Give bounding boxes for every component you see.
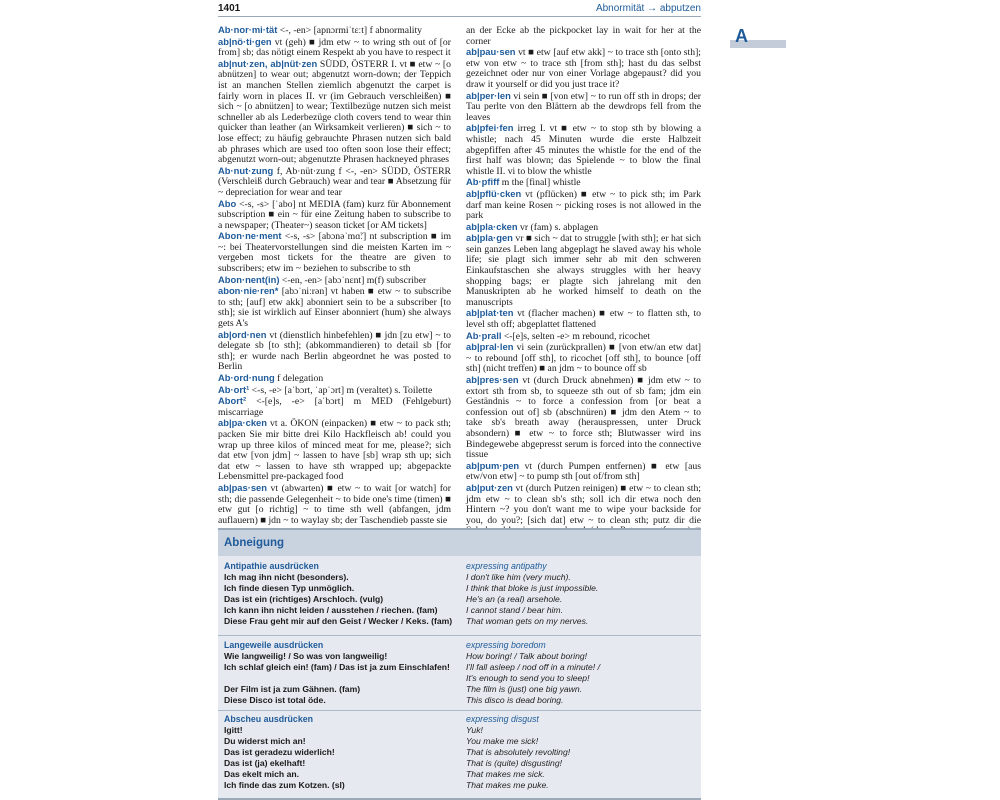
phrase-de: Ich schlaf gleich ein! (fam) / Das ist ja zum Einschlafen! bbox=[224, 662, 450, 672]
entry-text: vt (flacher machen) ■ etw ~ to flatten sth, to level sth off; abgeplattet flattened bbox=[466, 308, 701, 331]
entry-text: vt (durch Putzen reinigen) ■ etw ~ to clean sth; jdm etw ~ to clean sb's sth; soll ich dir etwa noch den Hintern ~? you don't want me to wipe your backside for you, do you?; [sich dat] etw ~ to clean sth; putz dir die bbox=[466, 482, 701, 526]
phrase-de: Das ist (ja) ekelhaft! bbox=[224, 758, 306, 768]
entry-text: vt (dienstlich hinbefehlen) ■ jdn [zu etw] ~ to delegate sb [to sth]; (abkommandieren) to detail sb [for sth]; er wurde nach Berlin abgeordnet he was posted to Berlin bbox=[218, 329, 451, 373]
headword: ab|pa·cken bbox=[218, 417, 267, 429]
entry-text: vt a. ÖKON (einpacken) ■ etw ~ to pack sth; packen Sie mir bitte drei Kilo Hackfleisch ab! could you wrap up three kilos of minced meat for me, please?; sich dat etw [von jdm] ~ lassen to have [sb] wrap sth up; sich dat etw ~ lassen to have sth wrapped up; abgepackte Lebensmittel pre-packaged food bbox=[218, 418, 451, 483]
phrase-en: He's an (a real) arsehole. bbox=[466, 594, 563, 604]
entry-text: <-, -en> [apnɔrmiˈtɛːt] f abnormality bbox=[277, 25, 423, 36]
headword: ab|plat·ten bbox=[466, 307, 514, 319]
running-head: Abnormität → abputzen bbox=[595, 3, 701, 14]
dict-entry bbox=[466, 25, 701, 47]
headword: Ab·pfiff bbox=[466, 176, 500, 188]
headword: ab|pas·sen bbox=[218, 481, 267, 493]
entry-text: vi sein ■ [von etw] ~ to run off sth in drops; der Tau perlte von den Blättern ab the dewdrops fell from the leaves bbox=[466, 90, 701, 123]
dict-entry bbox=[218, 37, 451, 59]
entry-text: m the [final] whistle bbox=[499, 177, 581, 189]
entry-text: vr (fam) s. abplagen bbox=[517, 221, 599, 233]
headword: Ab·ord·nung bbox=[218, 372, 275, 383]
entry-text: f delegation bbox=[274, 373, 324, 384]
headword: ab|pum·pen bbox=[466, 459, 520, 471]
entry-text: vt (durch Druck abnehmen) ■ jdm etw ~ to extort sth from sb, to squeeze sth out of sb fam; jdm ein Geständnis ~ to force a confession from [or beat a confession out of] sb (abschnüren) ■ jdm den Atem ~ to take sb's breath away (herauspressen, unter Druck absondern) ■ etw ~ to force sth; Blutwasser wird ins Bindegewebe abgepresst serum is forced into the connective tissue bbox=[466, 375, 701, 461]
phrase-en: That is absolutely revolting! bbox=[466, 747, 571, 757]
dict-entry bbox=[218, 286, 451, 329]
entry-text: vt (durch Pumpen entfernen) ■ etw [aus etw/von etw] ~ to pump sth [out of/from sth] bbox=[466, 460, 701, 483]
phrase-de: Der Film ist ja zum Gähnen. (fam) bbox=[224, 684, 361, 694]
section-heading-en: expressing boredom bbox=[466, 640, 546, 650]
headword: ab|put·zen bbox=[466, 481, 513, 493]
dict-entry bbox=[466, 91, 701, 124]
phrase-en: That woman gets on my nerves. bbox=[466, 616, 589, 626]
phrase-section bbox=[218, 561, 701, 629]
section-heading-de: Antipathie ausdrücken bbox=[224, 561, 319, 571]
dict-entry bbox=[466, 189, 701, 222]
phrase-en: This disco is dead boring. bbox=[466, 695, 564, 705]
dict-entry bbox=[466, 375, 701, 461]
phrase-en: I cannot stand / bear him. bbox=[466, 605, 563, 615]
dict-entry bbox=[218, 396, 451, 418]
phrase-de: Das ist geradezu widerlich! bbox=[224, 747, 335, 757]
headword: Abon·nent(in) bbox=[218, 273, 280, 285]
dict-entry bbox=[466, 123, 701, 177]
headword: ab|pral·len bbox=[466, 341, 514, 353]
entry-text: vr ■ sich ~ dat to struggle [with sth]; er hat sich sein ganzes Leben lang abgeplagt he slaved away his whole life; sie plagt sich immer sehr ab mit den schweren Einkaufstaschen she always struggles with her heavy shopping bags; er plagte sich jahrelang mit den Manuskripten ab he worked himself to death on the manuscripts bbox=[466, 233, 701, 308]
dict-entry bbox=[466, 342, 701, 375]
headword: ab|pfei·fen bbox=[466, 122, 514, 134]
entry-text: irreg I. vt ■ etw ~ to stop sth by blowing a whistle; nach 45 Minuten wurde die erste Halbzeit abgepfiffen after 45 minutes the whistle for the end of the first half was blown; das Spielende ~ to blow the final whistle II. vi to blow the whistle bbox=[466, 123, 701, 177]
dict-entry bbox=[218, 59, 451, 166]
dict-entry bbox=[218, 483, 451, 526]
entry-text: <-s, -e> [aˈbɔrt, ˈapˈɔrt] m (veraltet) s. Toilette bbox=[249, 384, 433, 396]
phrase-de: Diese Frau geht mir auf den Geist / Wecker / Keks. (fam) bbox=[224, 616, 453, 626]
entry-text: [abɔˈniːrən] vt haben ■ etw ~ to subscribe to sth; [auf] etw akk] abonniert sein to be a subscriber [to sth]; sie ist wirklich auf Einser abonniert (hum) she always gets A's bbox=[218, 286, 451, 330]
page-number: 1401 bbox=[218, 3, 241, 14]
left-column bbox=[218, 25, 451, 526]
phrase-section bbox=[218, 635, 701, 708]
section-heading-de: Abscheu ausdrücken bbox=[224, 714, 313, 724]
phrase-en: I think that bloke is just impossible. bbox=[466, 583, 599, 593]
phrase-de: Das ekelt mich an. bbox=[224, 769, 299, 779]
headword: ab|pla·cken bbox=[466, 220, 518, 232]
entry-text: vi sein (zurückprallen) ■ [von etw/an etw dat] ~ to rebound [off sth], to ricochet [off sth], to bounce [off sth] (nicht treffen) ■ an jdm ~ to bounce off sb bbox=[466, 342, 701, 375]
right-column bbox=[466, 25, 701, 548]
phrase-section bbox=[218, 710, 701, 797]
headword: Abon·ne·ment bbox=[218, 230, 282, 242]
entry-text: vt (abwarten) ■ etw ~ to wait [or watch] for sth; die passende Gelegenheit ~ to bide one's time (timen) ■ etw gut [o richtig] ~ to time sth well (abfangen, jdm auflauern) ■ jdn ~ to waylay sb; der Taschendieb passte sie bbox=[218, 482, 451, 526]
entry-text: <-[e]s, selten -e> m rebound, ricochet bbox=[501, 330, 651, 342]
usage-box-title-bar bbox=[218, 530, 701, 556]
phrase-en: Yuk! bbox=[466, 725, 483, 735]
headword: ab|pres·sen bbox=[466, 374, 519, 385]
headword: ab|per·len bbox=[466, 89, 511, 101]
phrase-de: Ich finde diesen Typ unmöglich. bbox=[224, 583, 355, 593]
phrase-de: Das ist ein (richtiges) Arschloch. (vulg) bbox=[224, 594, 384, 604]
phrase-de: Ich mag ihn nicht (besonders). bbox=[224, 572, 349, 582]
dict-entry bbox=[218, 418, 451, 483]
headword: Ab·ort¹ bbox=[218, 383, 250, 395]
dict-entry bbox=[466, 461, 701, 483]
entry-text: SÜDD, ÖSTERR I. vt ■ etw ~ [o abnützen] to wear out; abgenutzt worn-down; der Teppich ist an manchen Stellen ziemlich abgenutzt the carpet is fairly worn in places II. vr (im Gebrauch verschleißen) ■ sich ~ [o abnützen] to wear; Textilbezüge nutzen sich meist schneller ab als Lederbezüge cloth covers tend to wear thin quicker than leather (an Wirksamkeit verlieren) ■ sich ~ to lose effect; zu häufig gebrauchte Phrasen nutzen sich bald ab phrases which are used too often soon lose their effect; abgenutzt worn-out; abgenutzte Phrasen hackneyed phrases bbox=[218, 58, 451, 166]
dict-entry bbox=[466, 233, 701, 308]
dict-entry bbox=[218, 330, 451, 373]
phrase-en: How boring! / Talk about boring! bbox=[466, 651, 588, 661]
phrase-en: That makes me sick. bbox=[466, 769, 545, 779]
headword: ab|pau·sen bbox=[466, 46, 516, 58]
page-header bbox=[218, 2, 701, 17]
entry-text: <-s, -s> [abɔnəˈmɑ̃ː] nt subscription ■ im ~: bei Theatervorstellungen sind die meisten Karten im ~ vergeben most tickets for the theatre are given to subscribers; etw im ~ beziehen to subscribe to sth bbox=[218, 231, 451, 275]
dict-entry bbox=[218, 385, 451, 397]
phrase-de: Du widerst mich an! bbox=[224, 736, 306, 746]
headword: Ab·nut·zung bbox=[218, 164, 274, 176]
phrase-de: Ich kann ihn nicht leiden / ausstehen / riechen. (fam) bbox=[224, 605, 438, 615]
headword: ab|ord·nen bbox=[218, 328, 267, 340]
section-heading-de: Langeweile ausdrücken bbox=[224, 640, 324, 650]
section-heading-en: expressing disgust bbox=[466, 714, 539, 724]
phrase-de: Wie langweilig! / So was von langweilig! bbox=[224, 651, 388, 661]
phrase-de: Igitt! bbox=[224, 725, 243, 735]
usage-box-title: Abneigung bbox=[224, 537, 285, 549]
headword: Ab·prall bbox=[466, 329, 502, 341]
headword: ab|nö·ti·gen bbox=[218, 35, 272, 47]
entry-text: <-s, -s> [ˈabo] nt MEDIA (fam) kurz für Abonnement subscription ■ ein ~ für eine Zeitung haben to subscribe to a newspaper; (Theater~) season ticket [or AM tickets] bbox=[218, 198, 451, 231]
headword: ab|nut·zen, ab|nüt·zen bbox=[218, 57, 318, 69]
headword: abon·nie·ren* bbox=[218, 285, 279, 297]
phrase-en: That makes me puke. bbox=[466, 780, 549, 790]
phrase-en: It's enough to send you to sleep! bbox=[466, 673, 590, 683]
dict-entry bbox=[218, 373, 451, 385]
entry-text: <-[e]s, -e> [aˈbɔrt] m MED (Fehlgeburt) miscarriage bbox=[218, 396, 451, 418]
usage-box bbox=[218, 528, 701, 800]
phrase-en: I don't like him (very much). bbox=[466, 572, 571, 582]
entry-text: <-en, -en> [abɔˈnɛnt] m(f) subscriber bbox=[279, 274, 427, 286]
headword: Abo bbox=[218, 197, 237, 209]
thumb-index-letter: A bbox=[735, 26, 748, 46]
phrase-en: You make me sick! bbox=[466, 736, 539, 746]
headword: Abort² bbox=[218, 395, 247, 407]
section-heading-en: expressing antipathy bbox=[466, 561, 547, 571]
headword: ab|pla·gen bbox=[466, 232, 513, 244]
headword: Ab·nor·mi·tät bbox=[218, 24, 278, 35]
phrase-de: Ich finde das zum Kotzen. (sl) bbox=[224, 780, 345, 790]
phrase-en: I'll fall asleep / nod off in a minute! / bbox=[466, 662, 600, 672]
entry-text: vt (pflücken) ■ etw ~ to pick sth; im Park darf man keine Rosen ~ picking roses is not allowed in the park bbox=[466, 188, 701, 222]
entry-text: an der Ecke ab the pickpocket lay in wait for her at the corner bbox=[466, 25, 701, 47]
phrase-en: That is (quite) disgusting! bbox=[466, 758, 563, 768]
headword: ab|pflü·cken bbox=[466, 187, 522, 199]
phrase-en: The film is (just) one big yawn. bbox=[466, 684, 583, 694]
dict-entry bbox=[466, 47, 701, 90]
dict-entry bbox=[218, 199, 451, 232]
dict-entry bbox=[218, 166, 451, 199]
entry-text: vt ■ etw [auf etw akk] ~ to trace sth [onto sth]; etw von etw ~ to trace sth [from sth]; hast du das selbst gezeichnet oder nur von einer Vorlage abgepaust? did you draw it yourself or did you just trace it? bbox=[466, 47, 701, 90]
entry-text: f, Ab·nüt·zung f <-, -en> SÜDD, ÖSTERR (Verschleiß durch Gebrauch) wear and tear ■ Absetzung für ~ depreciation for wear and tear bbox=[218, 165, 451, 198]
entry-text: vt (geh) ■ jdm etw ~ to wring sth out of [or from] sb; das nötigt einem Respekt ab you have to respect it bbox=[218, 36, 451, 59]
dict-entry bbox=[466, 308, 701, 330]
dict-entry bbox=[218, 231, 451, 274]
phrase-de: Diese Disco ist total öde. bbox=[224, 695, 326, 705]
